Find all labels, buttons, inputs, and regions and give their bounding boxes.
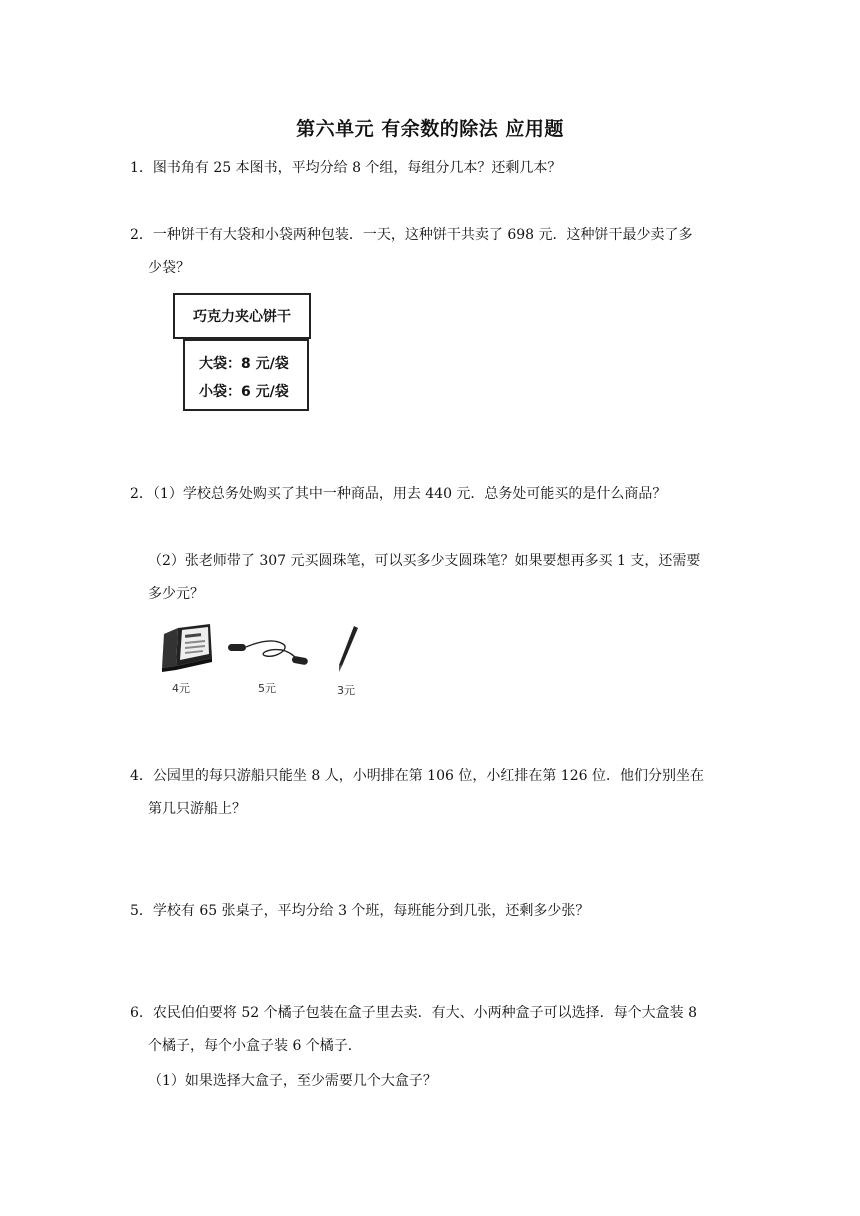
question-6-sub-1: （1）如果选择大盒子，至少需要几个大盒子？ [148, 1073, 437, 1089]
question-2-line-1: 2．一种饼干有大袋和小袋两种包装．一天，这种饼干共卖了 698 元．这种饼干最少卖了多 [130, 227, 693, 243]
big-bag-price: 大袋：8 元/袋 [199, 356, 289, 372]
book-price: 4元 [172, 682, 190, 695]
question-3-part-2-line-1: （2）张老师带了 307 元买圆珠笔，可以买多少支圆珠笔？如果要想再多买 1 支，还需要 [148, 553, 701, 569]
goods-illustration [158, 620, 368, 680]
small-bag-price: 小袋：6 元/袋 [199, 384, 289, 400]
biscuit-box-title: 巧克力夹心饼干 [173, 293, 311, 339]
jump-rope-icon [228, 641, 308, 665]
question-4-line-2: 第几只游船上？ [148, 801, 246, 817]
question-5: 5．学校有 65 张桌子，平均分给 3 个班，每班能分到几张，还剩多少张？ [130, 903, 590, 919]
question-6-line-2: 个橘子，每个小盒子装 6 个橘子． [148, 1038, 362, 1054]
question-4-line-1: 4．公园里的每只游船只能坐 8 人，小明排在第 106 位，小红排在第 126 位．他们分别坐在 [130, 768, 704, 784]
book-icon [162, 624, 212, 672]
question-2-line-2: 少袋？ [148, 260, 190, 276]
question-3-part-1: 2．（1）学校总务处购买了其中一种商品，用去 440 元．总务处可能买的是什么商品？ [130, 486, 667, 502]
pen-price: 3元 [337, 684, 355, 697]
question-1: 1．图书角有 25 本图书，平均分给 8 个组，每组分几本？还剩几本？ [130, 160, 562, 176]
biscuit-price-box [183, 339, 309, 411]
page-title: 第六单元 有余数的除法 应用题 [296, 118, 564, 140]
jump-rope-price: 5元 [258, 682, 276, 695]
pen-icon [339, 626, 358, 672]
question-3-part-2-line-2: 多少元？ [148, 586, 204, 602]
question-6-line-1: 6．农民伯伯要将 52 个橘子包装在盒子里去卖．有大、小两种盒子可以选择．每个大盒装 8 [130, 1005, 697, 1021]
